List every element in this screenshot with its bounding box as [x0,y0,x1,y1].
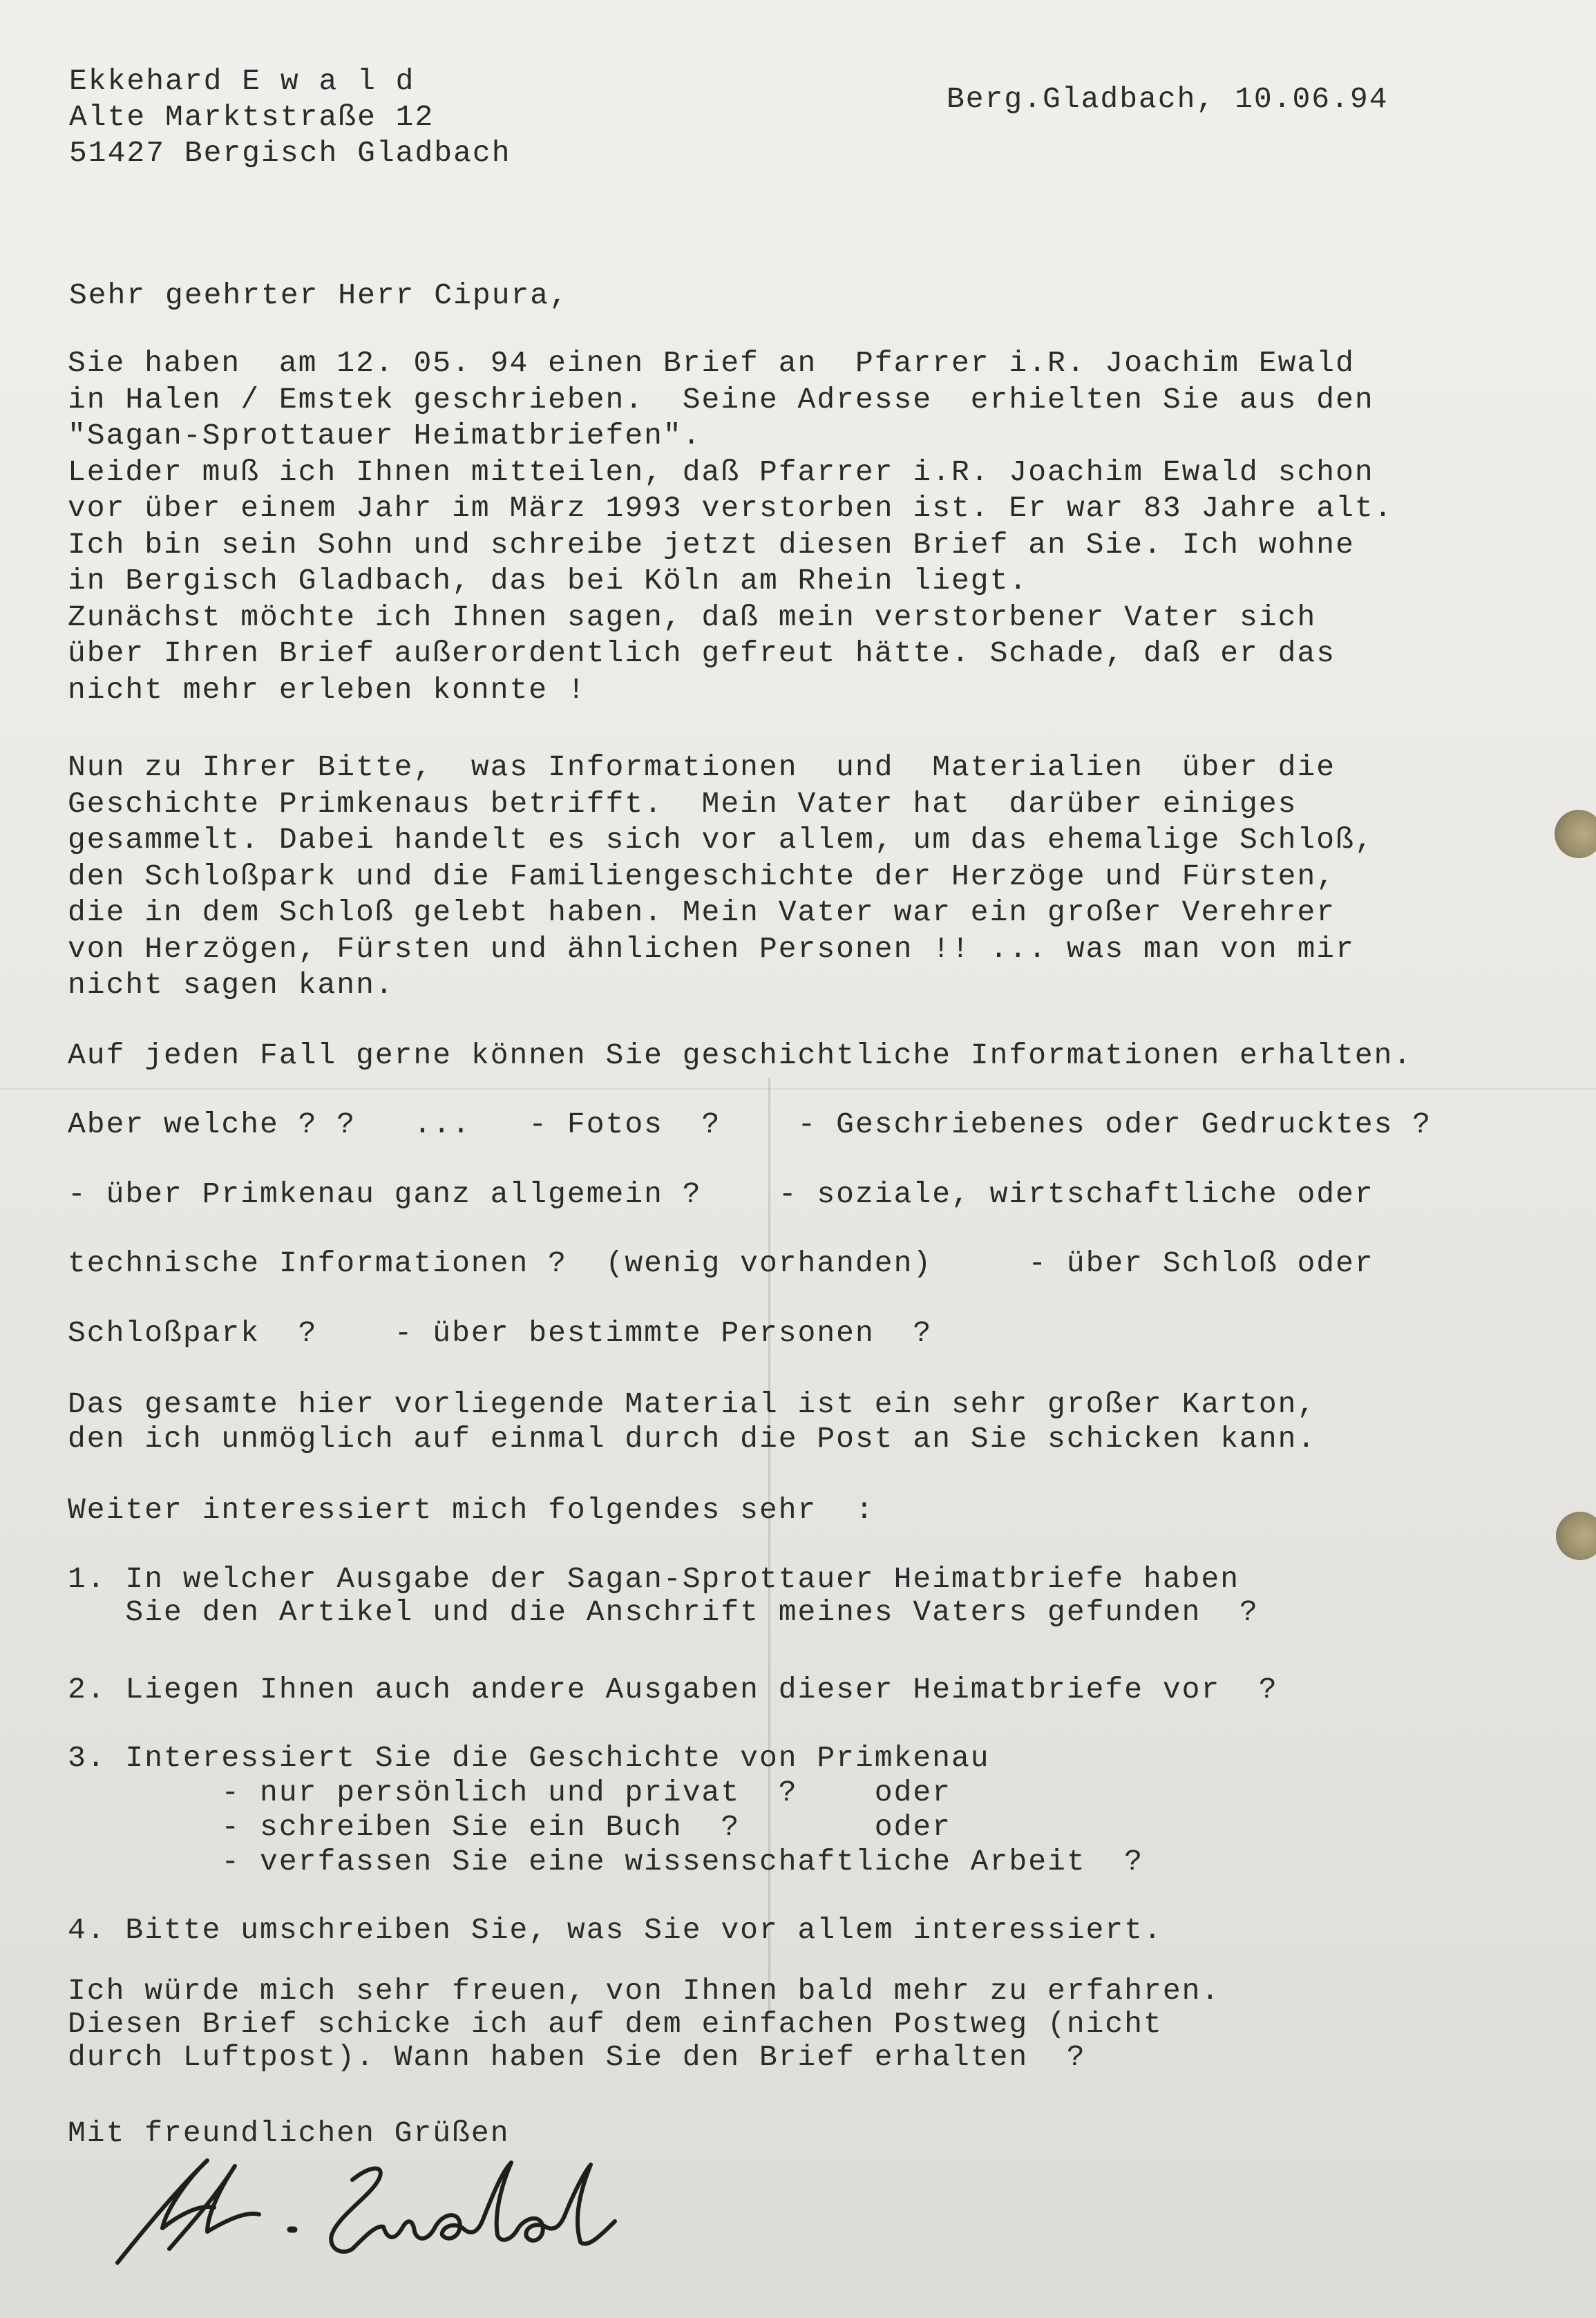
sender-city: 51427 Bergisch Gladbach [69,136,511,170]
paragraph-closing: Ich würde mich sehr freuen, von Ihnen bald mehr zu erfahren. Diesen Brief schicke ich auf dem einfachen Postweg (nicht durch Luftpost). Wann haben Sie den Brief erhalten ? [68,1974,1221,2074]
punch-hole-upper [1555,810,1596,858]
line-any-case: Auf jeden Fall gerne können Sie geschichtliche Informationen erhalten. [68,1038,1413,1072]
salutation: Sehr geehrter Herr Cipura, [69,278,569,312]
paragraph-interest: Weiter interessiert mich folgendes sehr : [68,1493,875,1527]
question-2: 2. Liegen Ihnen auch andere Ausgaben dieser Heimatbriefe vor ? [68,1673,1278,1707]
complimentary-close: Mit freundlichen Grüßen [68,2116,510,2150]
punch-hole-lower [1556,1512,1596,1560]
options-line-2: - über Primkenau ganz allgemein ? - soziale, wirtschaftliche oder [68,1177,1374,1211]
paper-fold-horizontal [0,1088,1596,1090]
options-line-4: Schloßpark ? - über bestimmte Personen ? [68,1316,933,1350]
sender-address [69,64,511,171]
question-4: 4. Bitte umschreiben Sie, was Sie vor allem interessiert. [68,1913,1163,1947]
question-3: 3. Interessiert Sie die Geschichte von Primkenau - nur persönlich und privat ? oder - schreiben Sie ein Buch ? oder - verfassen Sie eine wissenschaftliche Arbeit ? [68,1741,1144,1879]
handwritten-signature [104,2145,629,2283]
paragraph-intro: Sie haben am 12. 05. 94 einen Brief an Pfarrer i.R. Joachim Ewald in Halen / Emstek geschrieben. Seine Adresse erhielten Sie aus den "Sagan-Sprottauer Heimatbriefen". Leider muß ich Ihnen mitteilen, daß Pfarrer i.R. Joachim Ewald schon vor über einem Jahr im März 1993 verstorben ist. Er war 83 Jahre alt. Ich bin sein Sohn und schreibe jetzt diesen Brief an Sie. Ich wohne in Bergisch Gladbach, das bei Köln am Rhein liegt. Zunächst möchte ich Ihnen sagen, daß mein verstorbener Vater sich über Ihren Brief außerordentlich gefreut hätte. Schade, daß er das nicht mehr erleben konnte ! [68,346,1394,707]
sender-name: Ekkehard E w a l d [69,64,415,98]
paragraph-material: Das gesamte hier vorliegende Material ist ein sehr großer Karton, den ich unmöglich auf einmal durch die Post an Sie schicken kann. [68,1387,1317,1456]
question-1: 1. In welcher Ausgabe der Sagan-Sprottauer Heimatbriefe haben Sie den Artikel und die Anschrift meines Vaters gefunden ? [68,1562,1259,1629]
sender-street: Alte Marktstraße 12 [69,100,435,134]
options-line-3: technische Informationen ? (wenig vorhanden) - über Schloß oder [68,1246,1374,1280]
place-and-date: Berg.Gladbach, 10.06.94 [947,82,1389,116]
options-line-1: Aber welche ? ? ... - Fotos ? - Geschriebenes oder Gedrucktes ? [68,1108,1432,1141]
paragraph-request: Nun zu Ihrer Bitte, was Informationen und Materialien über die Geschichte Primkenaus betrifft. Mein Vater hat darüber einiges gesammelt. Dabei handelt es sich vor allem, um das ehemalige Schloß, den Schloßpark und die Familiengeschichte der Herzöge und Fürsten, die in dem Schloß gelebt haben. Mein Vater war ein großer Verehrer von Herzögen, Fürsten und ähnlichen Personen !! ... was man von mir nicht sagen kann. [68,750,1374,1002]
